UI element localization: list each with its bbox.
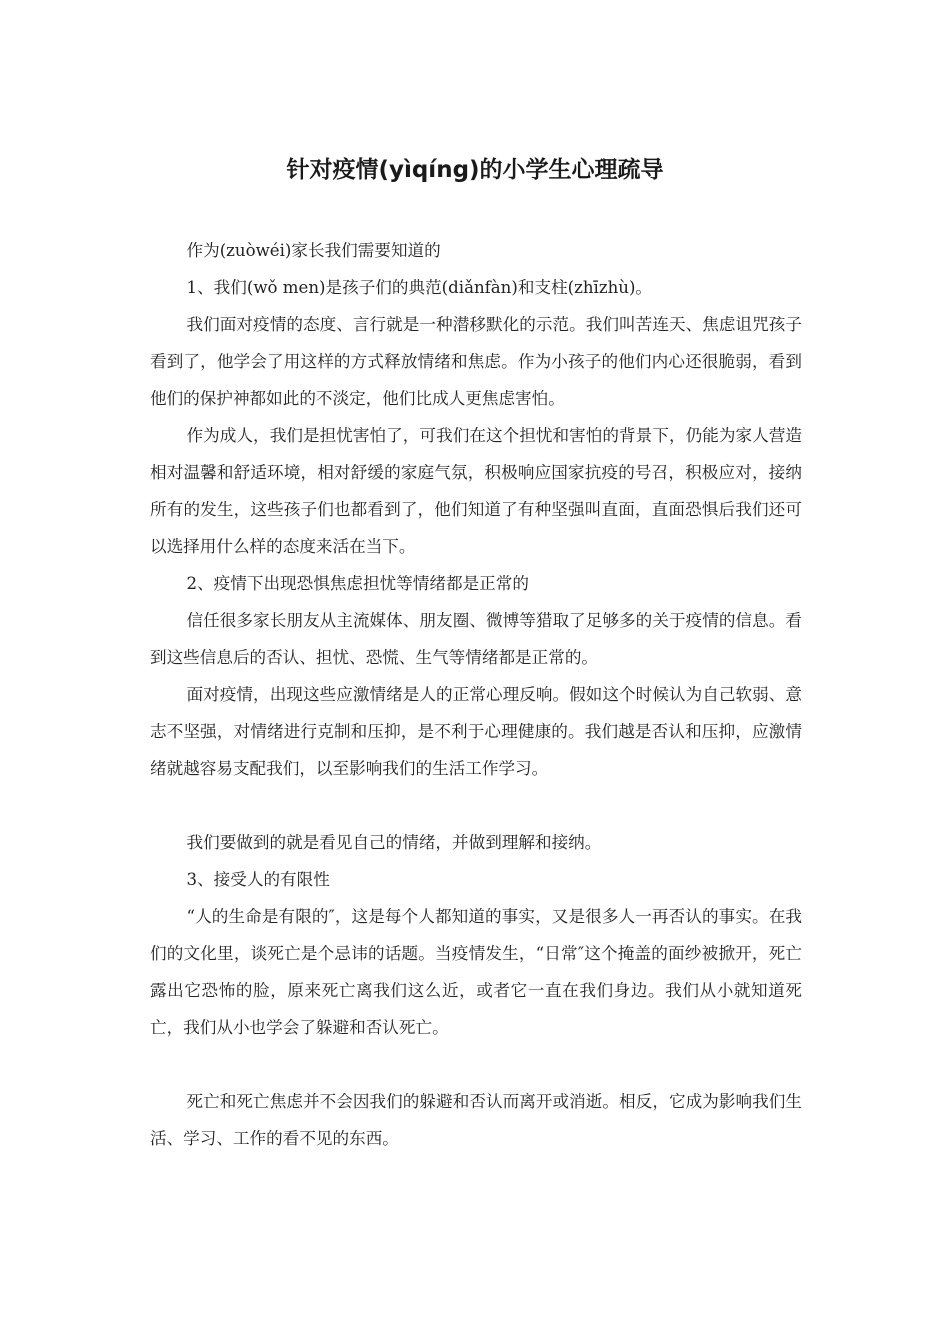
document-body [150, 232, 802, 1157]
paragraph: 2、疫情下出现恐惧焦虑担忧等情绪都是正常的 [186, 574, 529, 593]
paragraph: 面对疫情，出现这些应激情绪是人的正常心理反响。假如这个时候认为自己软弱、意志不坚强，对情绪进行克制和压抑，是不利于心理健康的。我们越是否认和压抑，应激情绪就越容易支配我们，以至影响我们的生活工作学习。 [150, 685, 802, 778]
document-title: 针对疫情(yìqíng)的小学生心理疏导 [286, 157, 664, 183]
paragraph: “人的生命是有限的″，这是每个人都知道的事实，又是很多人一再否认的事实。在我们的文化里，谈死亡是个忌讳的话题。当疫情发生，“日常″这个掩盖的面纱被掀开，死亡露出它恐怖的脸，原来死亡离我们这么近，或者它一直在我们身边。我们从小就知道死亡，我们从小也学会了躲避和否认死亡。 [150, 907, 802, 1037]
paragraph: 作为(zuòwéi)家长我们需要知道的 [186, 241, 441, 260]
paragraph: 我们面对疫情的态度、言行就是一种潜移默化的示范。我们叫苦连天、焦虑诅咒孩子看到了，他学会了用这样的方式释放情绪和焦虑。作为小孩子的他们内心还很脆弱，看到他们的保护神都如此的不淡定，他们比成人更焦虑害怕。 [150, 315, 802, 408]
paragraph: 死亡和死亡焦虑并不会因我们的躲避和否认而离开或消逝。相反，它成为影响我们生活、学习、工作的看不见的东西。 [150, 1092, 802, 1148]
paragraph: 信任很多家长朋友从主流媒体、朋友圈、微博等猎取了足够多的关于疫情的信息。看到这些信息后的否认、担忧、恐慌、生气等情绪都是正常的。 [150, 611, 802, 667]
paragraph: 3、接受人的有限性 [186, 870, 330, 889]
blank-line [150, 787, 802, 824]
paragraph: 1、我们(wǒ men)是孩子们的典范(diǎnfàn)和支柱(zhīzhù)。 [186, 278, 653, 297]
paragraph: 我们要做到的就是看见自己的情绪，并做到理解和接纳。 [186, 833, 602, 852]
blank-line [150, 1046, 802, 1083]
paragraph: 作为成人，我们是担忧害怕了，可我们在这个担忧和害怕的背景下，仍能为家人营造相对温馨和舒适环境，相对舒缓的家庭气氛，积极响应国家抗疫的号召，积极应对，接纳所有的发生，这些孩子们也都看到了，他们知道了有种坚强叫直面，直面恐惧后我们还可以选择用什么样的态度来活在当下。 [150, 426, 802, 556]
